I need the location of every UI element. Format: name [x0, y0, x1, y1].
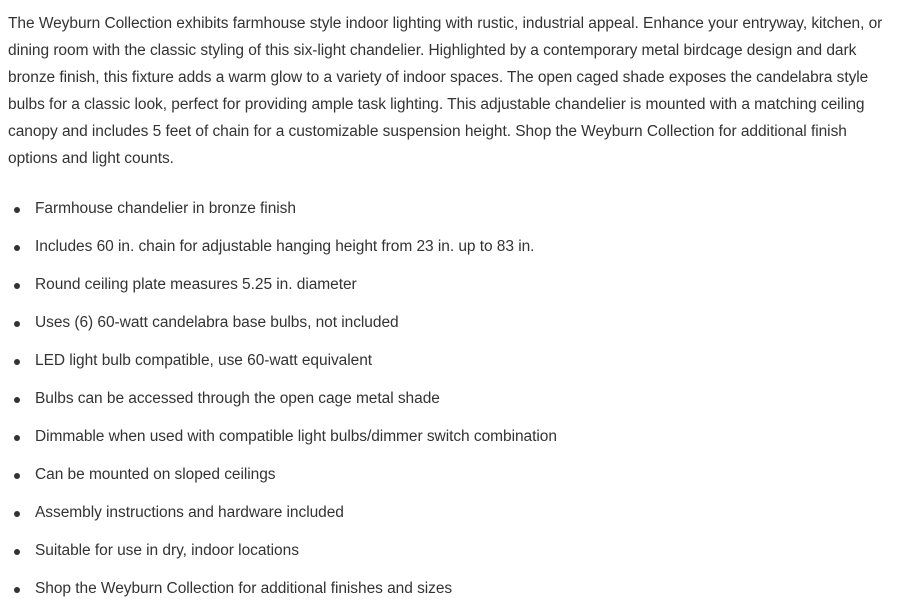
product-description: The Weyburn Collection exhibits farmhouse style indoor lighting with rustic, industrial appeal. Enhance your entryway, kitchen, or dining room with the classic styling of this six-light chandelier. Highlighted by a contemporary metal birdcage design and dark bronze finish, this fixture adds a warm glow to a variety of indoor spaces. The open caged shade exposes the candelabra style bulbs for a classic look, perfect for providing ample task lighting. This adjustable chandelier is mounted with a matching ceiling canopy and includes 5 feet of chain for a customizable suspension height. Shop the Weyburn Collection for additional finish options and light counts.	[8, 15, 883, 167]
feature-text: Can be mounted on sloped ceilings	[35, 466, 276, 483]
feature-text: Uses (6) 60-watt candelabra base bulbs, not included	[35, 314, 399, 331]
feature-text: Round ceiling plate measures 5.25 in. diameter	[35, 276, 357, 293]
feature-item	[0, 308, 900, 346]
feature-item	[0, 270, 900, 308]
bullet-icon	[14, 283, 20, 289]
bullet-icon	[14, 587, 20, 593]
bullet-icon	[14, 397, 20, 403]
feature-text: Bulbs can be accessed through the open cage metal shade	[35, 390, 440, 407]
bullet-icon	[14, 245, 20, 251]
bullet-icon	[14, 435, 20, 441]
feature-text: Dimmable when used with compatible light bulbs/dimmer switch combination	[35, 428, 557, 445]
bullet-icon	[14, 321, 20, 327]
bullet-icon	[14, 359, 20, 365]
feature-item	[0, 232, 900, 270]
feature-item	[0, 384, 900, 422]
feature-text: Assembly instructions and hardware included	[35, 504, 344, 521]
feature-item	[0, 460, 900, 498]
feature-text: Includes 60 in. chain for adjustable hanging height from 23 in. up to 83 in.	[35, 238, 535, 255]
feature-text: Suitable for use in dry, indoor locations	[35, 542, 299, 559]
feature-item	[0, 498, 900, 536]
feature-item	[0, 346, 900, 384]
bullet-icon	[14, 473, 20, 479]
feature-item	[0, 194, 900, 232]
feature-item	[0, 422, 900, 460]
bullet-icon	[14, 511, 20, 517]
feature-list	[0, 194, 900, 612]
bullet-icon	[14, 207, 20, 213]
bullet-icon	[14, 549, 20, 555]
feature-text: Farmhouse chandelier in bronze finish	[35, 200, 296, 217]
feature-item	[0, 536, 900, 574]
feature-text: Shop the Weyburn Collection for additional finishes and sizes	[35, 580, 453, 597]
feature-text: LED light bulb compatible, use 60-watt equivalent	[35, 352, 373, 369]
feature-item	[0, 574, 900, 612]
